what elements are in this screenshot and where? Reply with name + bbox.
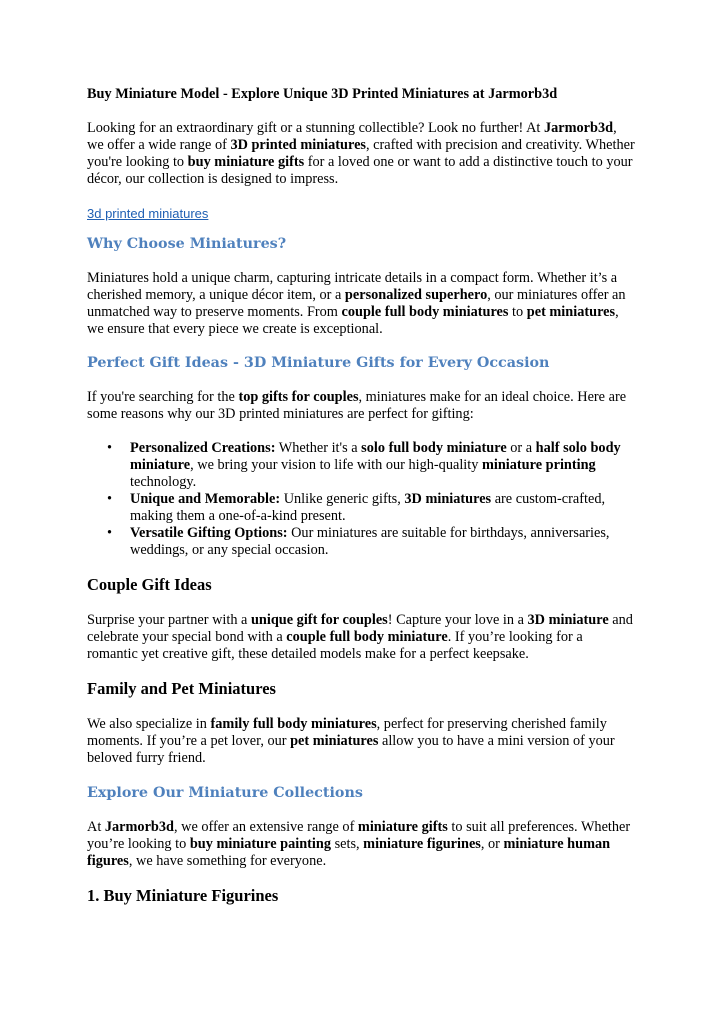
explore-collections-paragraph: At Jarmorb3d, we offer an extensive range of miniature gifts to suit all preferences. Whether you’re looking to buy miniature painting sets, miniature figurines, or miniature human figures, we have something for everyone. (87, 819, 631, 869)
why-choose-heading: Why Choose Miniatures? (87, 236, 287, 252)
gift-ideas-paragraph: If you're searching for the top gifts for couples, miniatures make for an ideal choice. Here are some reasons why our 3D printed miniatures are perfect for gifting: (87, 389, 627, 422)
list-item: • Versatile Gifting Options: Our miniatures are suitable for birthdays, anniversaries, weddings, or any special occasion. (107, 525, 610, 558)
gift-ideas-heading: Perfect Gift Ideas - 3D Miniature Gifts for Every Occasion (87, 355, 550, 371)
family-pet-heading: Family and Pet Miniatures (87, 679, 276, 698)
bullet-icon: • (107, 491, 113, 507)
couple-gift-heading: Couple Gift Ideas (87, 575, 212, 594)
intro-paragraph: Looking for an extraordinary gift or a stunning collectible? Look no further! At Jarmorb3d, we offer a wide range of 3D printed miniatures, crafted with precision and creativity. Whether you're looking to buy miniature gifts for a loved one or want to add a distinctive touch to your décor, our collection is designed to impress. (87, 120, 635, 187)
couple-gift-paragraph: Surprise your partner with a unique gift for couples! Capture your love in a 3D miniature and celebrate your special bond with a couple full body miniature. If you’re looking for a romantic yet creative gift, these detailed models make for a perfect keepsake. (87, 612, 633, 662)
3d-printed-miniatures-link[interactable]: 3d printed miniatures (87, 206, 209, 221)
buy-figurines-heading: 1. Buy Miniature Figurines (87, 886, 279, 905)
why-choose-paragraph: Miniatures hold a unique charm, capturing intricate details in a compact form. Whether it’s a cherished memory, a unique décor item, or a personalized superhero, our miniatures offer an unmatched way to preserve moments. From couple full body miniatures to pet miniatures, we ensure that every piece we create is exceptional. (87, 270, 626, 337)
list-item: • Unique and Memorable: Unlike generic gifts, 3D miniatures are custom-crafted, making them a one-of-a-kind present. (107, 491, 606, 524)
gift-reasons-list (87, 440, 635, 559)
document-title: Buy Miniature Model - Explore Unique 3D Printed Miniatures at Jarmorb3d (87, 86, 558, 102)
document-content (87, 86, 635, 906)
list-item: • Personalized Creations: Whether it's a solo full body miniature or a half solo body miniature, we bring your vision to life with our high-quality miniature printing technology. (107, 440, 621, 490)
bullet-icon: • (107, 440, 113, 456)
bullet-icon: • (107, 525, 113, 541)
explore-collections-heading: Explore Our Miniature Collections (87, 785, 363, 801)
family-pet-paragraph: We also specialize in family full body miniatures, perfect for preserving cherished family moments. If you’re a pet lover, our pet miniatures allow you to have a mini version of your beloved furry friend. (87, 716, 615, 766)
